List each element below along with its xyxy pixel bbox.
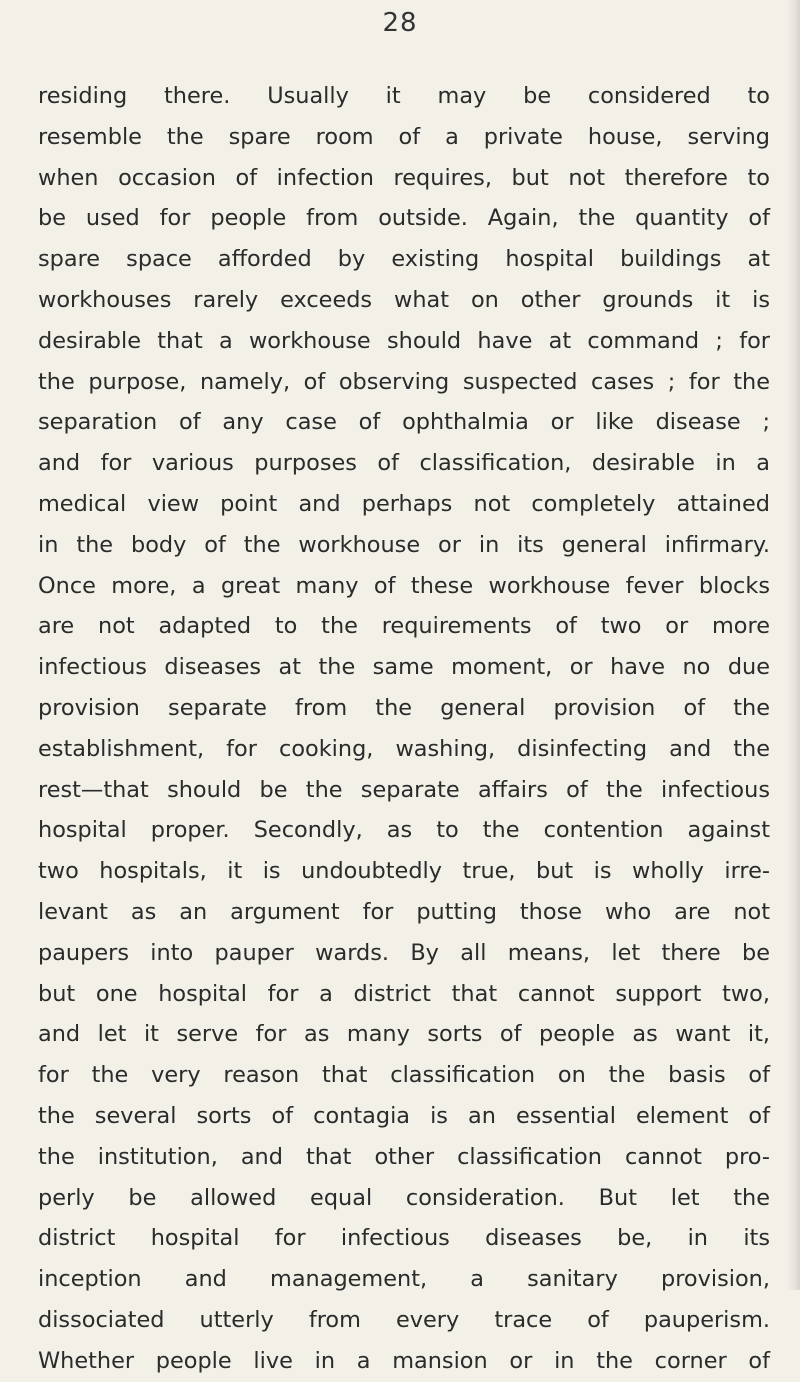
text-line: and let it serve for as many sorts of people as want it, (38, 1021, 770, 1048)
text-line: provision separate from the general provision of the (38, 694, 770, 721)
text-line: but one hospital for a district that cannot support two, (38, 980, 770, 1007)
text-line: medical view point and perhaps not completely attained (38, 490, 770, 517)
text-line: spare space afforded by existing hospital buildings at (38, 246, 770, 273)
text-line: resemble the spare room of a private house, serving (38, 123, 770, 150)
text-line: perly be allowed equal consideration. But let the (38, 1184, 770, 1211)
text-line: when occasion of infection requires, but not therefore to (38, 164, 770, 191)
text-line: and for various purposes of classification, desirable in a (38, 450, 770, 477)
text-line: in the body of the workhouse or in its general infirmary. (38, 531, 770, 558)
text-line: desirable that a workhouse should have at command ; for (38, 327, 770, 354)
text-line: be used for people from outside. Again, the quantity of (38, 205, 770, 232)
text-line: infectious diseases at the same moment, or have no due (38, 654, 770, 681)
text-line: the several sorts of contagia is an essential element of (38, 1102, 770, 1129)
text-line: two hospitals, it is undoubtedly true, but is wholly irre- (38, 858, 770, 885)
body-text (38, 76, 770, 1382)
text-line: Once more, a great many of these workhouse fever blocks (38, 572, 770, 599)
text-line: hospital proper. Secondly, as to the contention against (38, 817, 770, 844)
text-line: are not adapted to the requirements of two or more (38, 613, 770, 640)
text-line: the purpose, namely, of observing suspected cases ; for the (38, 368, 770, 395)
text-line: paupers into pauper wards. By all means, let there be (38, 939, 770, 966)
text-line: dissociated utterly from every trace of pauperism. (38, 1306, 770, 1333)
text-line: workhouses rarely exceeds what on other grounds it is (38, 286, 770, 313)
text-line: for the very reason that classification on the basis of (38, 1062, 770, 1089)
text-line: establishment, for cooking, washing, disinfecting and the (38, 735, 770, 762)
text-line: the institution, and that other classification cannot pro- (38, 1143, 770, 1170)
text-line: inception and management, a sanitary provision, (38, 1266, 770, 1293)
text-line: levant as an argument for putting those who are not (38, 898, 770, 925)
text-line: Whether people live in a mansion or in the corner of (38, 1347, 770, 1374)
page-edge-shadow (786, 0, 800, 1290)
text-line: residing there. Usually it may be considered to (38, 83, 770, 109)
text-line: separation of any case of ophthalmia or like disease ; (38, 409, 770, 436)
text-line: district hospital for infectious diseases be, in its (38, 1225, 770, 1252)
text-line: rest—that should be the separate affairs of the infectious (38, 776, 770, 803)
page-number: 28 (382, 8, 418, 38)
